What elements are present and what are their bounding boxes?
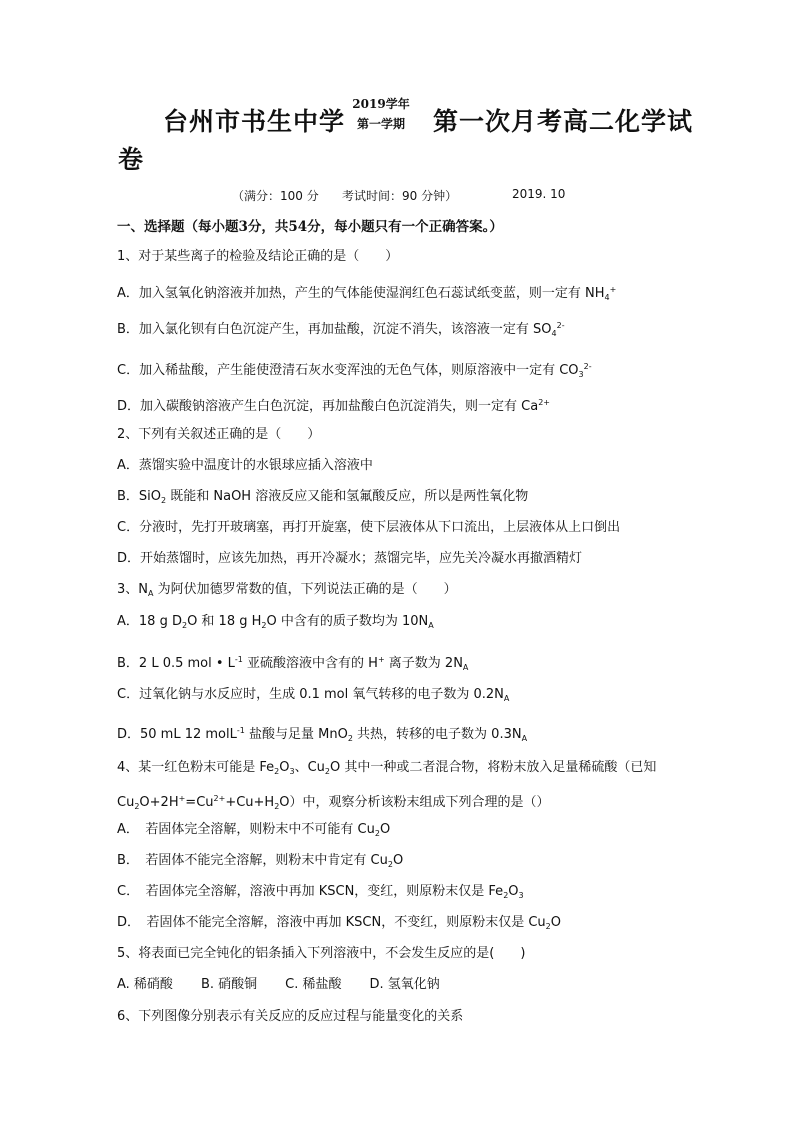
question-3-option-d: D．50 mL 12 molL$^{-1}$ 盐酸与足量 MnO$_2$ 共热，转移的电子数为 $0.3N_A$: [117, 726, 528, 743]
question-6-stem: 6、下列图像分别表示有关反应的反应过程与能量变化的关系: [117, 1009, 464, 1024]
exam-time: 考试时间：90 分钟）: [342, 189, 458, 203]
question-1-option-c: C．加入稀盐酸，产生能使澄清石灰水变浑浊的无色气体，则原溶液中一定有 $CO_3^{2-}$: [117, 362, 592, 379]
school-name: 台州市书生中学: [163, 107, 346, 136]
question-2-option-b: B．SiO$_2$ 既能和 NaOH 溶液反应又能和氢氟酸反应，所以是两性氧化物: [117, 489, 529, 505]
section-heading: 一、选择题（每小题3分，共54分，每小题只有一个正确答案。）: [117, 219, 503, 235]
question-2-option-d: D．开始蒸馏时，应该先加热，再开冷凝水；蒸馏完毕，应先关冷凝水再撤酒精灯: [117, 551, 583, 566]
question-4-stem-line-2: $Cu_2O+2H^+=Cu^{2+}+Cu+H_2O$）中，观察分析该粉末组成下列合理的是（）: [117, 794, 550, 811]
question-5-option-d: D. 氢氧化钠: [369, 977, 440, 992]
question-3-option-a: A．18 g $D_2O$ 和 18 g $H_2O$ 中含有的质子数均为 $10N_A$: [117, 614, 434, 630]
question-5-options: [117, 975, 468, 995]
question-5-option-c: C. 稀盐酸: [285, 977, 342, 992]
question-4-option-a: A． 若固体完全溶解，则粉末中不可能有 $Cu_2O$: [117, 822, 391, 838]
question-4-stem: 4、某一红色粉末可能是 $Fe_2O_3$、$Cu_2O$ 其中一种或二者混合物，将粉末放入足量稀硫酸（已知: [117, 760, 657, 776]
question-3-stem: 3、$N_A$ 为阿伏加德罗常数的值，下列说法正确的是（ ）: [117, 582, 457, 598]
exam-title-continuation: 卷: [118, 145, 144, 174]
question-5-stem: 5、将表面已完全钝化的铝条插入下列溶液中，不会发生反应的是( ): [117, 946, 526, 961]
question-4-option-b: B． 若固体不能完全溶解，则粉末中肯定有 $Cu_2O$: [117, 853, 404, 869]
question-2-option-c: C．分液时，先打开玻璃塞，再打开旋塞，使下层液体从下口流出，上层液体从上口倒出: [117, 520, 621, 535]
question-3-option-c: C．过氧化钠与水反应时，生成 0.1 mol 氧气转移的电子数为 $0.2N_A$: [117, 687, 510, 703]
question-4-option-c: C． 若固体完全溶解，溶液中再加 KSCN，变红，则原粉末仅是 $Fe_2O_3$: [117, 884, 524, 900]
question-5-option-a: A. 稀硝酸: [117, 977, 173, 992]
term-label: 2019学年 第一学期: [352, 97, 410, 131]
question-3-option-b: B．2 L 0.5 mol • $L^{-1}$ 亚硫酸溶液中含有的 H+ 离子数为 $2N_A$: [117, 655, 469, 672]
question-1-option-a: A．加入氢氧化钠溶液并加热，产生的气体能使湿润红色石蕊试纸变蓝，则一定有 $NH_4^+$: [117, 285, 617, 302]
exam-title-text: 第一次月考高二化学试: [433, 107, 694, 136]
question-4-option-d: D． 若固体不能完全溶解，溶液中再加 KSCN，不变红，则原粉末仅是 $Cu_2O$: [117, 915, 561, 931]
full-score: （满分：100 分: [232, 189, 319, 203]
question-1-stem: 1、对于某些离子的检验及结论正确的是（ ）: [117, 249, 399, 264]
question-5-option-b: B. 硝酸铜: [200, 977, 258, 992]
question-1-option-d: D．加入碳酸钠溶液产生白色沉淀，再加盐酸白色沉淀消失，则一定有 $Ca^{2+}$: [117, 398, 550, 414]
question-2-stem: 2、下列有关叙述正确的是（ ）: [117, 427, 321, 442]
question-1-option-b: B．加入氯化钡有白色沉淀产生，再加盐酸，沉淀不消失，该溶液一定有 $SO_4^{2-}$: [117, 321, 565, 338]
exam-date: 2019. 10: [512, 187, 566, 201]
question-2-option-a: A．蒸馏实验中温度计的水银球应插入溶液中: [117, 458, 373, 473]
exam-title: [163, 88, 723, 144]
